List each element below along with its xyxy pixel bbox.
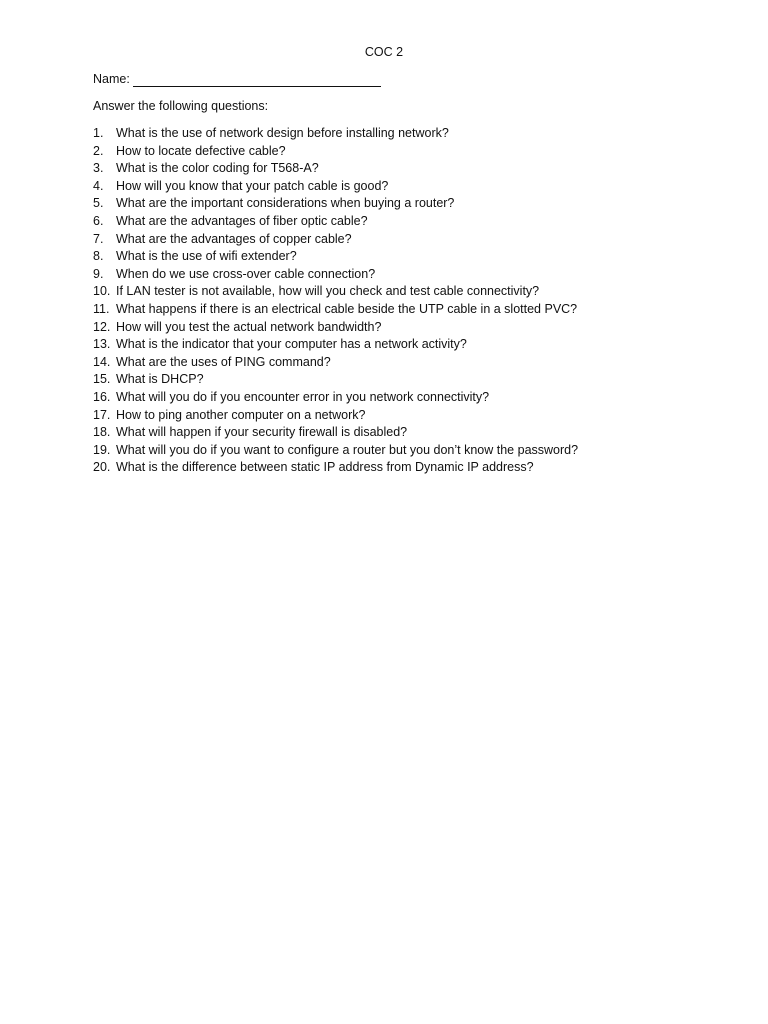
question-item — [93, 336, 578, 354]
question-item — [93, 125, 578, 143]
question-text: What is the difference between static IP address from Dynamic IP address? — [116, 460, 534, 475]
question-number: 15. — [93, 372, 111, 387]
question-item — [93, 195, 578, 213]
question-item — [93, 424, 578, 442]
question-text: What is the use of wifi extender? — [116, 249, 297, 264]
document-title: COC 2 — [364, 45, 404, 59]
question-text: What is the color coding for T568-A? — [116, 161, 319, 176]
name-label: Name: — [93, 72, 130, 86]
question-item — [93, 459, 578, 477]
question-item — [93, 442, 578, 460]
question-number: 16. — [93, 389, 111, 404]
question-text: What is DHCP? — [116, 372, 204, 387]
question-item — [93, 160, 578, 178]
instructions-text: Answer the following questions: — [93, 99, 269, 113]
question-text: What is the indicator that your computer has a network activity? — [116, 337, 467, 352]
question-number: 13. — [93, 337, 111, 352]
question-text: What will you do if you encounter error in you network connectivity? — [116, 389, 490, 404]
question-text: How will you know that your patch cable is good? — [116, 178, 389, 193]
question-item — [93, 143, 578, 161]
question-item — [93, 371, 578, 389]
question-number: 19. — [93, 442, 111, 457]
question-number: 11. — [93, 301, 110, 316]
question-number: 10. — [93, 284, 111, 299]
question-number: 9. — [93, 266, 104, 281]
question-item — [93, 283, 578, 301]
question-number: 12. — [93, 319, 111, 334]
question-number: 4. — [93, 178, 104, 193]
question-item — [93, 319, 578, 337]
question-number: 8. — [93, 249, 104, 264]
question-item — [93, 301, 578, 319]
question-number: 2. — [93, 143, 104, 158]
question-text: How to ping another computer on a network? — [116, 407, 366, 422]
question-text: What are the advantages of fiber optic cable? — [116, 213, 368, 228]
question-text: What are the important considerations when buying a router? — [116, 196, 455, 211]
question-item — [93, 354, 578, 372]
question-item — [93, 213, 578, 231]
question-number: 18. — [93, 425, 111, 440]
question-item — [93, 248, 578, 266]
question-number: 17. — [93, 407, 111, 422]
question-text: What will happen if your security firewall is disabled? — [116, 425, 408, 440]
question-text: What are the uses of PING command? — [116, 354, 331, 369]
question-number: 14. — [93, 354, 111, 369]
question-number: 1. — [93, 126, 104, 140]
question-item — [93, 407, 578, 425]
question-number: 3. — [93, 161, 104, 176]
question-number: 7. — [93, 231, 104, 246]
question-item — [93, 266, 578, 284]
question-text: What will you do if you want to configure a router but you don’t know the password? — [116, 442, 579, 457]
question-text: What are the advantages of copper cable? — [116, 231, 352, 246]
question-text: If LAN tester is not available, how will you check and test cable connectivity? — [116, 284, 540, 299]
question-text: When do we use cross-over cable connection? — [116, 266, 376, 281]
question-number: 6. — [93, 213, 104, 228]
question-number: 20. — [93, 460, 111, 475]
question-text: How to locate defective cable? — [116, 143, 286, 158]
name-field — [93, 71, 381, 87]
question-item — [93, 178, 578, 196]
name-blank-line — [133, 74, 381, 87]
question-text: What is the use of network design before installing network? — [116, 126, 449, 140]
question-list — [93, 125, 578, 477]
question-number: 5. — [93, 196, 104, 211]
question-text: What happens if there is an electrical cable beside the UTP cable in a slotted PVC? — [116, 301, 578, 316]
question-text: How will you test the actual network bandwidth? — [116, 319, 382, 334]
question-item — [93, 231, 578, 249]
question-item — [93, 389, 578, 407]
